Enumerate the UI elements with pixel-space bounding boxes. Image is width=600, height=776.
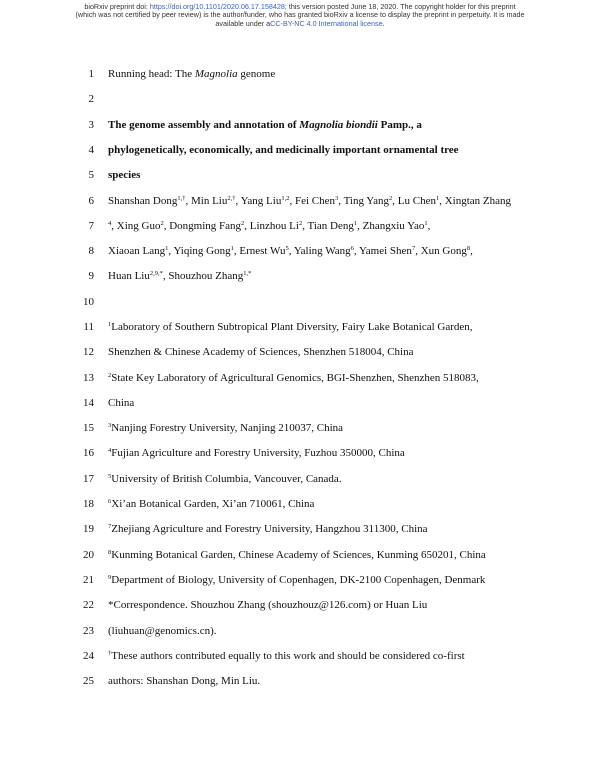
author: Yiqing Gong bbox=[173, 245, 231, 257]
manuscript-line bbox=[0, 319, 600, 335]
affiliation: $^3$Nanjing Forestry University, Nanjing 210037, China bbox=[108, 422, 344, 434]
affiliation: $^8$Kunming Botanical Garden, Chinese Academy of Sciences, Kunming 650201, China bbox=[108, 549, 486, 561]
affiliation-continued: China bbox=[108, 397, 135, 409]
line-number: 20 bbox=[83, 549, 94, 561]
equal-contribution-continued: authors: Shanshan Dong, Min Liu. bbox=[108, 675, 261, 687]
line-number: 4 bbox=[88, 144, 94, 156]
author-list: Huan Liu$^{2,9,*}$, Shouzhou Zhang$^{1,*}$ bbox=[108, 270, 252, 282]
author: Xing Guo bbox=[116, 220, 161, 232]
affiliation: $^1$Laboratory of Southern Subtropical Plant Diversity, Fairy Lake Botanical Garden, bbox=[108, 321, 473, 333]
author: Linzhou Li bbox=[249, 220, 299, 232]
line-number: 8 bbox=[88, 245, 94, 257]
affiliation-continued: Shenzhen & Chinese Academy of Sciences, Shenzhen 518004, China bbox=[108, 346, 414, 358]
line-number: 12 bbox=[83, 346, 94, 358]
manuscript-line bbox=[0, 344, 600, 360]
author: Xingtan Zhang bbox=[444, 195, 512, 207]
line-number: 22 bbox=[83, 599, 94, 611]
line-number: 7 bbox=[88, 220, 94, 232]
manuscript-line bbox=[0, 521, 600, 537]
author: Xiaoan Lang bbox=[108, 245, 166, 257]
paper-title: The genome assembly and annotation of Magnolia biondii Pamp., a bbox=[108, 119, 422, 131]
line-number: 3 bbox=[88, 119, 94, 131]
affiliation: $^5$University of British Columbia, Vancouver, Canada. bbox=[108, 473, 342, 485]
manuscript-line bbox=[0, 294, 600, 310]
doi-link[interactable]: https://doi.org/10.1101/2020.06.17.158428 bbox=[149, 2, 285, 11]
author-list: $^4$, Xing Guo$^2$, Dongming Fang$^2$, Linzhou Li$^2$, Tian Deng$^1$, Zhangxiu Yao$^1$, bbox=[108, 220, 431, 232]
manuscript-line bbox=[0, 66, 600, 82]
line-number: 10 bbox=[83, 296, 94, 308]
author: Huan Liu bbox=[108, 270, 150, 282]
line-number: 6 bbox=[88, 195, 94, 207]
manuscript-line bbox=[0, 673, 600, 689]
correspondence-continued: (liuhuan@genomics.cn). bbox=[108, 625, 217, 637]
preprint-notice bbox=[0, 3, 600, 28]
running-head: Running head: The Magnolia genome bbox=[108, 68, 276, 80]
preprint-notice-line1: bioRxiv preprint doi: https://doi.org/10.1101/2020.06.17.158428; this version posted June 18, 2020. The copyright holder for this preprint bbox=[84, 2, 516, 11]
affiliation: $^2$State Key Laboratory of Agricultural Genomics, BGI-Shenzhen, Shenzhen 518083, bbox=[108, 372, 479, 384]
equal-contribution-note: †These authors contributed equally to this work and should be considered co-first bbox=[108, 650, 465, 662]
line-number: 15 bbox=[83, 422, 94, 434]
manuscript-line bbox=[0, 218, 600, 234]
author-list: Xiaoan Lang$^1$, Yiqing Gong$^1$, Ernest Wu$^5$, Yaling Wang$^6$, Yamei Shen$^7$, Xun Gong$^8$, bbox=[108, 245, 473, 257]
affiliation: $^4$Fujian Agriculture and Forestry University, Fuzhou 350000, China bbox=[108, 447, 405, 459]
affiliation: $^9$Department of Biology, University of Copenhagen, DK-2100 Copenhagen, Denmark bbox=[108, 574, 486, 586]
manuscript-line bbox=[0, 547, 600, 563]
manuscript-line bbox=[0, 268, 600, 284]
line-number: 24 bbox=[83, 650, 94, 662]
line-number: 2 bbox=[88, 93, 94, 105]
manuscript-line bbox=[0, 648, 600, 664]
author: Shouzhou Zhang bbox=[168, 270, 244, 282]
manuscript-line bbox=[0, 445, 600, 461]
line-number: 18 bbox=[83, 498, 94, 510]
author: Ting Yang bbox=[343, 195, 390, 207]
manuscript-line bbox=[0, 471, 600, 487]
author: Xun Gong bbox=[420, 245, 467, 257]
preprint-notice-line2: (which was not certified by peer review) is the author/funder, who has granted bioRxiv a license to display the preprint in perpetuity. It is made bbox=[75, 10, 525, 20]
manuscript-line bbox=[0, 142, 600, 158]
manuscript-line bbox=[0, 623, 600, 639]
line-number: 1 bbox=[88, 68, 94, 80]
author: Fei Chen bbox=[294, 195, 335, 207]
line-number: 13 bbox=[83, 372, 94, 384]
line-number: 17 bbox=[83, 473, 94, 485]
manuscript-line bbox=[0, 91, 600, 107]
line-number: 16 bbox=[83, 447, 94, 459]
manuscript-line bbox=[0, 117, 600, 133]
author: Shanshan Dong bbox=[108, 195, 178, 207]
preprint-notice-line3: available under aCC-BY-NC 4.0 International license. bbox=[215, 18, 385, 28]
affiliation: $^6$Xi’an Botanical Garden, Xi’an 710061, China bbox=[108, 498, 315, 510]
manuscript-line bbox=[0, 572, 600, 588]
affiliation: $^7$Zhejiang Agriculture and Forestry University, Hangzhou 311300, China bbox=[108, 523, 428, 535]
manuscript-line bbox=[0, 193, 600, 209]
line-number: 21 bbox=[83, 574, 94, 586]
author: Min Liu bbox=[190, 195, 228, 207]
paper-title-line3: species bbox=[108, 169, 141, 181]
author-list: Shanshan Dong$^{1,\dagger}$, Min Liu$^{2,\dagger}$, Yang Liu$^{1,2}$, Fei Chen$^3$, Ting Yang$^2$, Lu Chen$^1$, Xingtan Zhang bbox=[108, 195, 512, 207]
manuscript-line bbox=[0, 167, 600, 183]
line-number: 5 bbox=[88, 169, 94, 181]
line-number: 19 bbox=[83, 523, 94, 535]
manuscript-line bbox=[0, 496, 600, 512]
author: Ernest Wu bbox=[239, 245, 286, 257]
author: Dongming Fang bbox=[169, 220, 242, 232]
manuscript-line bbox=[0, 243, 600, 259]
author: Tian Deng bbox=[307, 220, 354, 232]
author: Yang Liu bbox=[240, 195, 282, 207]
line-number: 11 bbox=[83, 321, 94, 333]
paper-title-line2: phylogenetically, economically, and medicinally important ornamental tree bbox=[108, 144, 459, 156]
line-number: 23 bbox=[83, 625, 94, 637]
manuscript-line bbox=[0, 395, 600, 411]
manuscript-line bbox=[0, 597, 600, 613]
line-number: 25 bbox=[83, 675, 94, 687]
correspondence: *Correspondence. Shouzhou Zhang (shouzhouz@126.com) or Huan Liu bbox=[108, 599, 428, 611]
author: Zhangxiu Yao bbox=[362, 220, 425, 232]
author: Yamei Shen bbox=[358, 245, 412, 257]
line-number: 9 bbox=[88, 270, 94, 282]
manuscript-line bbox=[0, 420, 600, 436]
line-number: 14 bbox=[83, 397, 94, 409]
license-link[interactable]: CC-BY-NC 4.0 International license bbox=[270, 18, 383, 28]
manuscript-line bbox=[0, 370, 600, 386]
author: Lu Chen bbox=[397, 195, 436, 207]
author: Yaling Wang bbox=[293, 245, 351, 257]
